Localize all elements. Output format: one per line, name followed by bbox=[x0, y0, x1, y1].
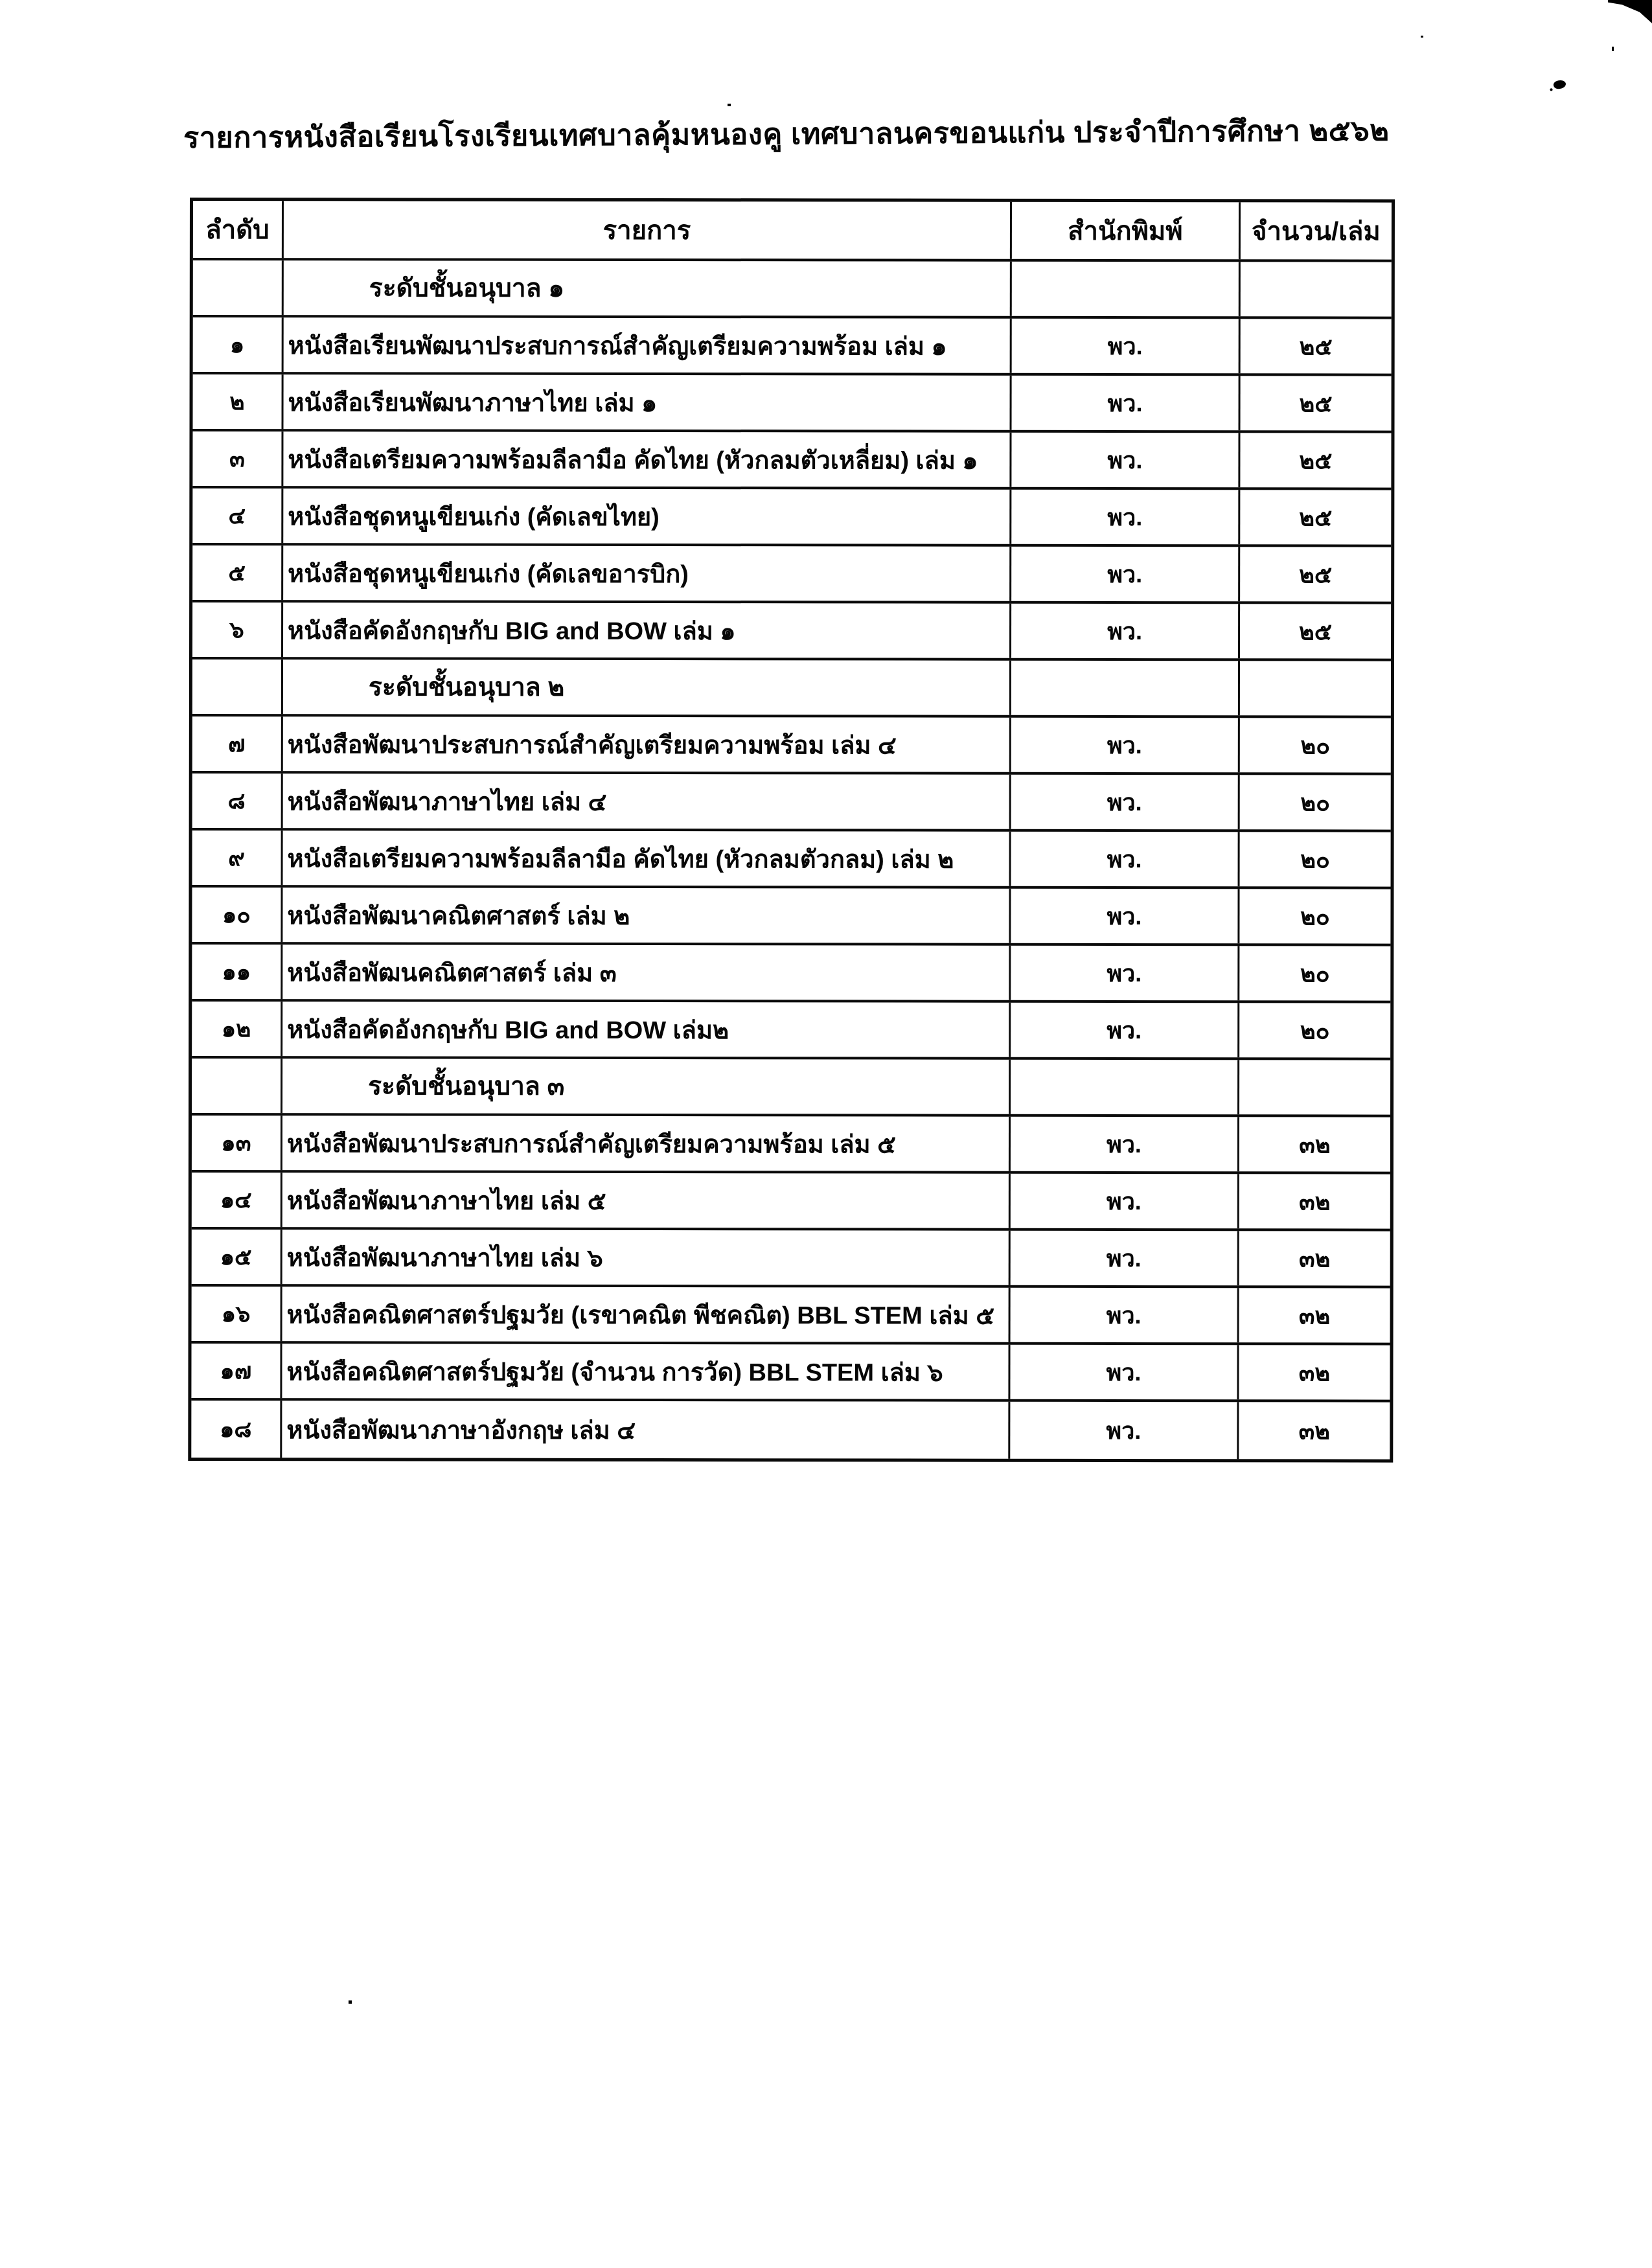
section-header-row bbox=[193, 260, 1392, 319]
row-number: ๑๘ bbox=[191, 1401, 282, 1458]
row-number: ๑๗ bbox=[191, 1344, 282, 1398]
section-header-row bbox=[192, 659, 1391, 718]
row-number: ๔ bbox=[192, 488, 283, 543]
quantity: ๒๕ bbox=[1299, 389, 1333, 417]
book-title: หนังสือพัฒนาภาษาไทย เล่ม ๕ bbox=[282, 1173, 1011, 1228]
table-row bbox=[193, 317, 1392, 376]
book-title: หนังสือพัฒนาประสบการณ์สำคัญเตรียมความพร้อม เล่ม ๕ bbox=[282, 1116, 1011, 1171]
row-number: ๒ bbox=[193, 374, 284, 429]
table-row bbox=[192, 1116, 1390, 1174]
table-row bbox=[192, 716, 1391, 775]
book-title: หนังสือคณิตศาสตร์ปฐมวัย (เรขาคณิต พีชคณิต) BBL STEM เล่ม ๕ bbox=[282, 1287, 1011, 1342]
publisher bbox=[1012, 262, 1241, 316]
section-label: ระดับชั้นอนุบาล ๒ bbox=[283, 659, 1011, 715]
scan-speck bbox=[728, 104, 731, 106]
publisher bbox=[1011, 1060, 1239, 1114]
book-title: หนังสือพัฒนาภาษาอังกฤษ เล่ม ๔ bbox=[282, 1401, 1010, 1459]
book-title: หนังสือพัฒนาประสบการณ์สำคัญเตรียมความพร้อม เล่ม ๔ bbox=[283, 716, 1011, 772]
book-title: หนังสือเตรียมความพร้อมลีลามือ คัดไทย (หัวกลมตัวกลม) เล่ม ๒ bbox=[283, 830, 1011, 886]
publisher: พว. bbox=[1011, 1231, 1239, 1285]
publisher: พว. bbox=[1011, 1174, 1239, 1228]
row-number: ๑๑ bbox=[192, 945, 282, 999]
publisher: พว. bbox=[1011, 1117, 1239, 1171]
book-title: หนังสือคณิตศาสตร์ปฐมวัย (จำนวน การวัด) BBL STEM เล่ม ๖ bbox=[282, 1344, 1010, 1399]
publisher: พว. bbox=[1011, 433, 1240, 487]
table-row bbox=[192, 888, 1390, 946]
section-header-row bbox=[192, 1059, 1390, 1117]
table-row bbox=[192, 1230, 1390, 1289]
quantity bbox=[1241, 262, 1392, 316]
table-row bbox=[192, 830, 1391, 889]
publisher: พว. bbox=[1011, 718, 1240, 772]
table-row bbox=[191, 1344, 1390, 1403]
quantity: ๒๐ bbox=[1300, 731, 1331, 759]
quantity: ๒๕ bbox=[1299, 560, 1333, 588]
row-number: ๙ bbox=[192, 830, 283, 885]
quantity: ๒๐ bbox=[1300, 788, 1331, 816]
quantity: ๒๕ bbox=[1299, 503, 1333, 531]
row-number: ๑๐ bbox=[192, 888, 282, 942]
quantity: ๒๐ bbox=[1300, 1016, 1330, 1044]
row-number: ๕ bbox=[192, 545, 283, 600]
table-row bbox=[192, 1002, 1390, 1060]
section-label: ระดับชั้นอนุบาล ๑ bbox=[284, 260, 1012, 316]
quantity bbox=[1239, 1060, 1390, 1114]
book-title: หนังสือพัฒนาภาษาไทย เล่ม ๔ bbox=[283, 773, 1011, 829]
scan-speck bbox=[1612, 47, 1614, 51]
row-number: ๗ bbox=[192, 716, 283, 771]
book-title: หนังสือพัฒนาคณิตศาสตร์ เล่ม ๒ bbox=[282, 888, 1011, 943]
quantity: ๓๒ bbox=[1298, 1301, 1331, 1329]
header-publisher: สำนักพิมพ์ bbox=[1012, 202, 1241, 259]
book-title: หนังสือพัฒนาภาษาไทย เล่ม ๖ bbox=[282, 1230, 1011, 1285]
quantity: ๒๕ bbox=[1299, 332, 1333, 360]
scan-speck bbox=[1421, 36, 1423, 38]
row-number: ๑๕ bbox=[192, 1230, 282, 1284]
quantity: ๓๒ bbox=[1298, 1358, 1331, 1386]
book-list-table bbox=[188, 198, 1395, 1463]
row-number bbox=[192, 1059, 282, 1113]
scan-corner-artifact bbox=[1608, 0, 1652, 23]
publisher: พว. bbox=[1011, 1288, 1239, 1342]
publisher: พว. bbox=[1011, 946, 1239, 1000]
page-title: รายการหนังสือเรียนโรงเรียนเทศบาลคุ้มหนองคู เทศบาลนครขอนแก่น ประจำปีการศึกษา ๒๕๖๒ bbox=[183, 113, 1390, 154]
book-title: หนังสือเรียนพัฒนาภาษาไทย เล่ม ๑ bbox=[284, 374, 1012, 430]
publisher: พว. bbox=[1011, 832, 1240, 886]
row-number: ๑๒ bbox=[192, 1002, 282, 1056]
table-row bbox=[192, 1287, 1390, 1346]
book-title: หนังสือคัดอังกฤษกับ BIG and BOW เล่ม๒ bbox=[282, 1002, 1011, 1057]
row-number bbox=[192, 659, 283, 714]
header-index: ลำดับ bbox=[193, 201, 284, 258]
quantity: ๓๒ bbox=[1299, 1187, 1331, 1215]
book-title: หนังสือคัดอังกฤษกับ BIG and BOW เล่ม ๑ bbox=[283, 602, 1011, 658]
table-row bbox=[192, 945, 1390, 1003]
publisher: พว. bbox=[1011, 775, 1240, 829]
quantity: ๒๕ bbox=[1299, 446, 1333, 474]
publisher: พว. bbox=[1010, 1402, 1239, 1459]
row-number: ๘ bbox=[192, 773, 283, 828]
row-number: ๑๓ bbox=[192, 1116, 282, 1170]
publisher: พว. bbox=[1011, 1003, 1239, 1057]
table-row bbox=[192, 1173, 1390, 1231]
quantity: ๒๕ bbox=[1299, 617, 1333, 645]
header-item: รายการ bbox=[284, 201, 1012, 259]
book-title: หนังสือชุดหนูเขียนเก่ง (คัดเลขอารบิก) bbox=[283, 545, 1011, 601]
quantity: ๓๒ bbox=[1298, 1417, 1331, 1444]
table-row bbox=[192, 488, 1391, 547]
quantity bbox=[1240, 661, 1391, 715]
row-number: ๑๖ bbox=[192, 1287, 282, 1341]
quantity: ๒๐ bbox=[1300, 902, 1330, 930]
quantity: ๓๒ bbox=[1299, 1130, 1331, 1158]
table-row bbox=[191, 1401, 1390, 1460]
row-number: ๖ bbox=[192, 602, 283, 657]
quantity: ๒๐ bbox=[1300, 959, 1330, 987]
book-title: หนังสือพัฒนคณิตศาสตร์ เล่ม ๓ bbox=[282, 945, 1011, 1000]
publisher: พว. bbox=[1011, 604, 1240, 658]
quantity: ๓๒ bbox=[1299, 1244, 1331, 1272]
scan-speck bbox=[1553, 79, 1567, 90]
scan-speck bbox=[349, 2000, 352, 2004]
table-row bbox=[192, 431, 1391, 490]
section-label: ระดับชั้นอนุบาล ๓ bbox=[282, 1059, 1011, 1114]
table-row bbox=[192, 374, 1391, 433]
table-row bbox=[192, 545, 1391, 604]
table-row bbox=[192, 602, 1391, 661]
book-title: หนังสือชุดหนูเขียนเก่ง (คัดเลขไทย) bbox=[283, 488, 1011, 544]
publisher: พว. bbox=[1011, 547, 1240, 601]
row-number: ๑ bbox=[193, 317, 284, 372]
table-row bbox=[192, 773, 1391, 832]
book-title: หนังสือเตรียมความพร้อมลีลามือ คัดไทย (หัวกลมตัวเหลี่ยม) เล่ม ๑ bbox=[283, 431, 1011, 487]
publisher: พว. bbox=[1012, 376, 1241, 430]
row-number: ๑๔ bbox=[192, 1173, 282, 1227]
book-title: หนังสือเรียนพัฒนาประสบการณ์สำคัญเตรียมความพร้อม เล่ม ๑ bbox=[284, 317, 1012, 373]
quantity: ๒๐ bbox=[1300, 845, 1330, 873]
publisher: พว. bbox=[1011, 490, 1240, 544]
publisher: พว. bbox=[1011, 889, 1239, 943]
publisher: พว. bbox=[1010, 1345, 1239, 1399]
row-number: ๓ bbox=[192, 431, 283, 486]
table-header-row bbox=[193, 201, 1392, 262]
publisher: พว. bbox=[1012, 319, 1241, 373]
row-number bbox=[193, 260, 284, 315]
header-quantity: จำนวน/เล่ม bbox=[1252, 217, 1381, 246]
publisher bbox=[1011, 661, 1240, 715]
